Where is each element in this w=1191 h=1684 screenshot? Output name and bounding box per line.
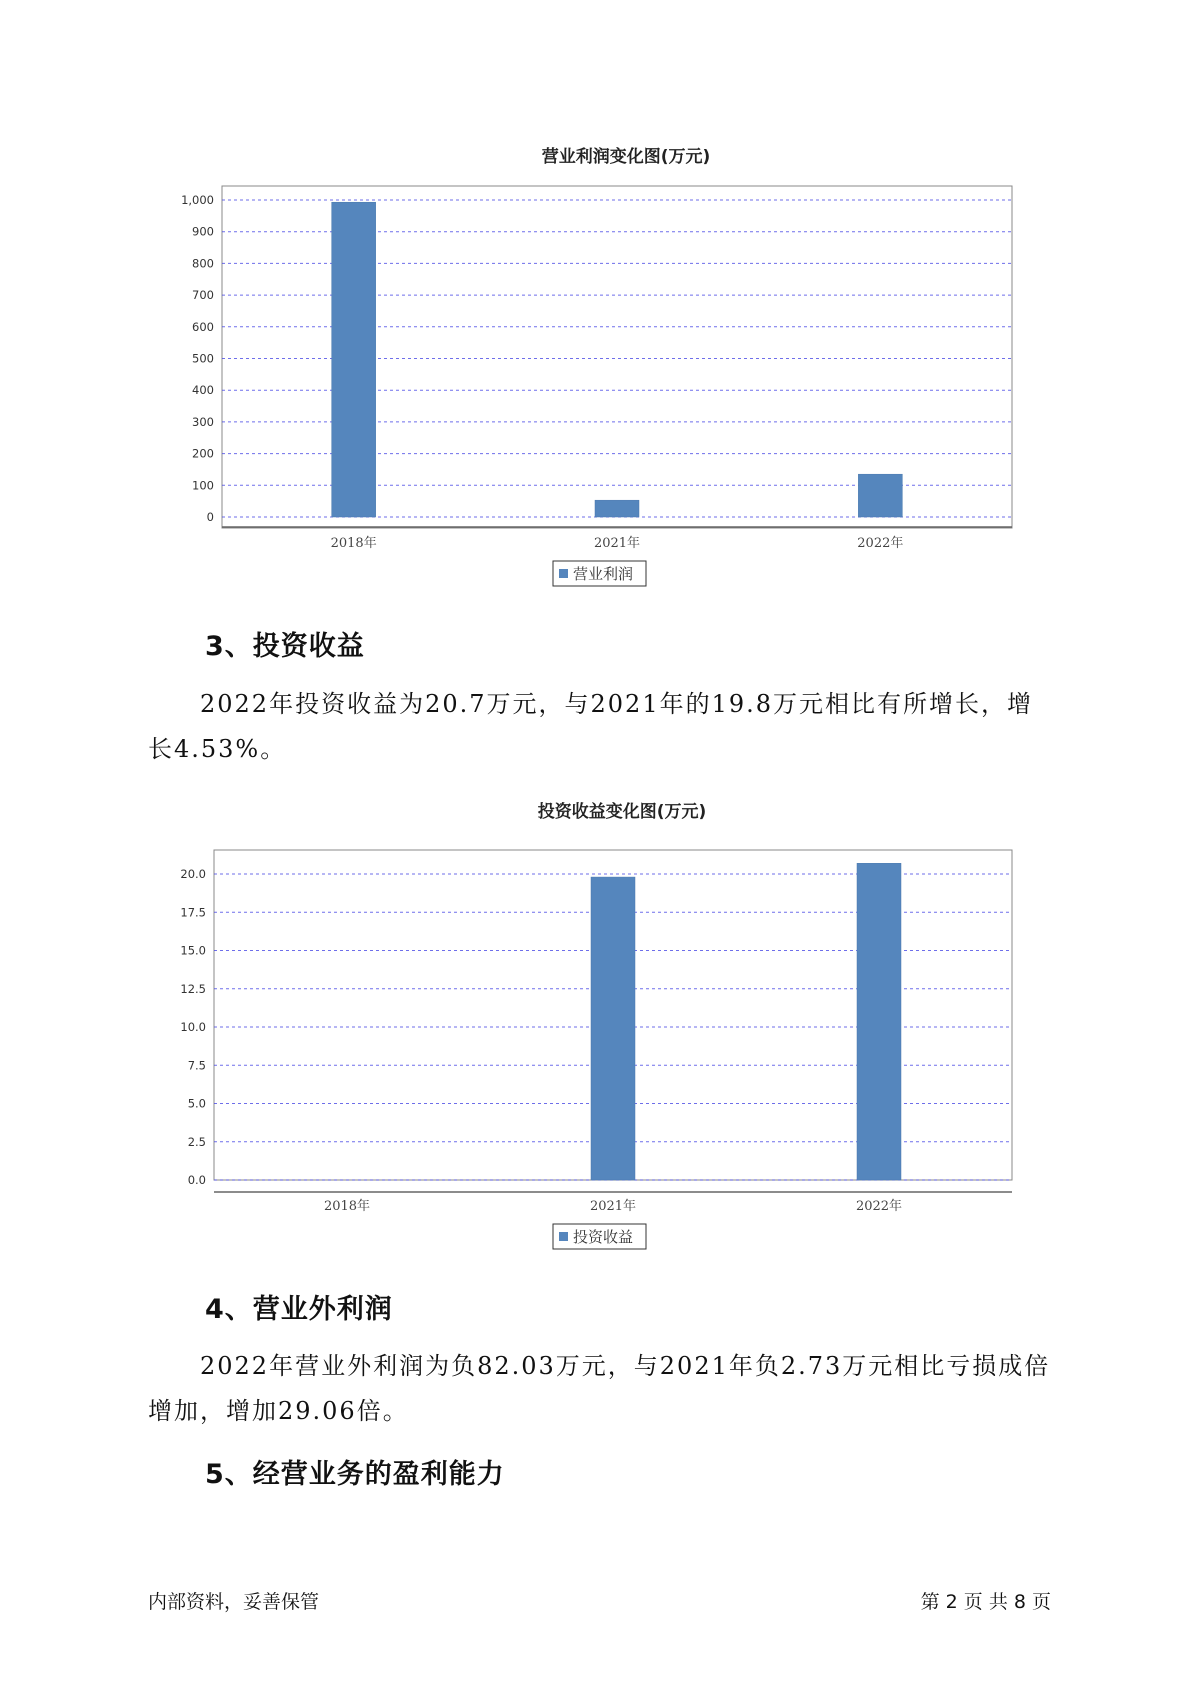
footer-page-number: 第 2 页 共 8 页: [920, 1591, 1051, 1613]
operating-profit-chart: [0, 0, 1191, 600]
y-tick-label: 0: [206, 510, 214, 524]
y-tick-label: 15.0: [180, 943, 206, 958]
y-tick-label: 17.5: [180, 905, 206, 920]
y-tick-label: 12.5: [180, 981, 206, 996]
chart-title: 营业利润变化图(万元): [541, 147, 711, 167]
non-operating-profit-paragraph: 2022年营业外利润为负82.03万元，与2021年负2.73万元相比亏损成倍增加，增加29.06倍。: [148, 1352, 1051, 1425]
y-tick-label: 100: [192, 478, 214, 493]
y-tick-label: 900: [192, 224, 214, 239]
x-tick-label: 2021年: [589, 1199, 637, 1214]
y-tick-label: 1,000: [181, 193, 214, 207]
legend-label: 营业利润: [573, 565, 634, 583]
investment-income-paragraph: 2022年投资收益为20.7万元，与2021年的19.8万元相比有所增长，增长4.53%。: [148, 690, 1034, 763]
x-tick-label: 2022年: [855, 1199, 903, 1214]
y-tick-label: 7.5: [187, 1058, 206, 1073]
y-tick-label: 0.0: [187, 1173, 206, 1187]
legend-label: 投资收益: [573, 1228, 634, 1246]
section-heading-investment-income: 3、投资收益: [205, 631, 365, 662]
bar: [595, 500, 639, 517]
x-tick-label: 2018年: [323, 1199, 371, 1214]
y-tick-label: 20.0: [180, 867, 206, 881]
y-tick-label: 600: [192, 319, 214, 334]
bar: [858, 474, 902, 517]
section-heading-profitability: 5、经营业务的盈利能力: [205, 1459, 505, 1490]
investment-income-chart-svg: [0, 780, 1191, 1260]
investment-income-chart: [0, 780, 1191, 1260]
y-tick-label: 300: [192, 414, 214, 429]
y-tick-label: 400: [192, 383, 214, 398]
x-tick-label: 2018年: [330, 536, 377, 551]
bar: [857, 863, 901, 1180]
y-tick-label: 200: [192, 446, 214, 461]
y-tick-label: 700: [192, 288, 214, 303]
x-tick-label: 2021年: [593, 536, 641, 551]
y-tick-label: 10.0: [180, 1020, 206, 1034]
operating-profit-chart-svg: [0, 0, 1191, 600]
bar: [591, 877, 635, 1180]
y-tick-label: 800: [192, 256, 214, 271]
y-tick-label: 5.0: [187, 1096, 206, 1111]
section-heading-non-operating-profit: 4、营业外利润: [205, 1294, 393, 1325]
y-tick-label: 500: [192, 351, 214, 366]
chart-title: 投资收益变化图(万元): [537, 802, 707, 822]
bar: [332, 202, 376, 517]
legend-swatch: [559, 1232, 568, 1241]
legend-swatch: [559, 569, 568, 578]
footer-confidential-note: 内部资料，妥善保管: [148, 1591, 320, 1613]
x-tick-label: 2022年: [857, 536, 904, 551]
y-tick-label: 2.5: [187, 1134, 206, 1149]
